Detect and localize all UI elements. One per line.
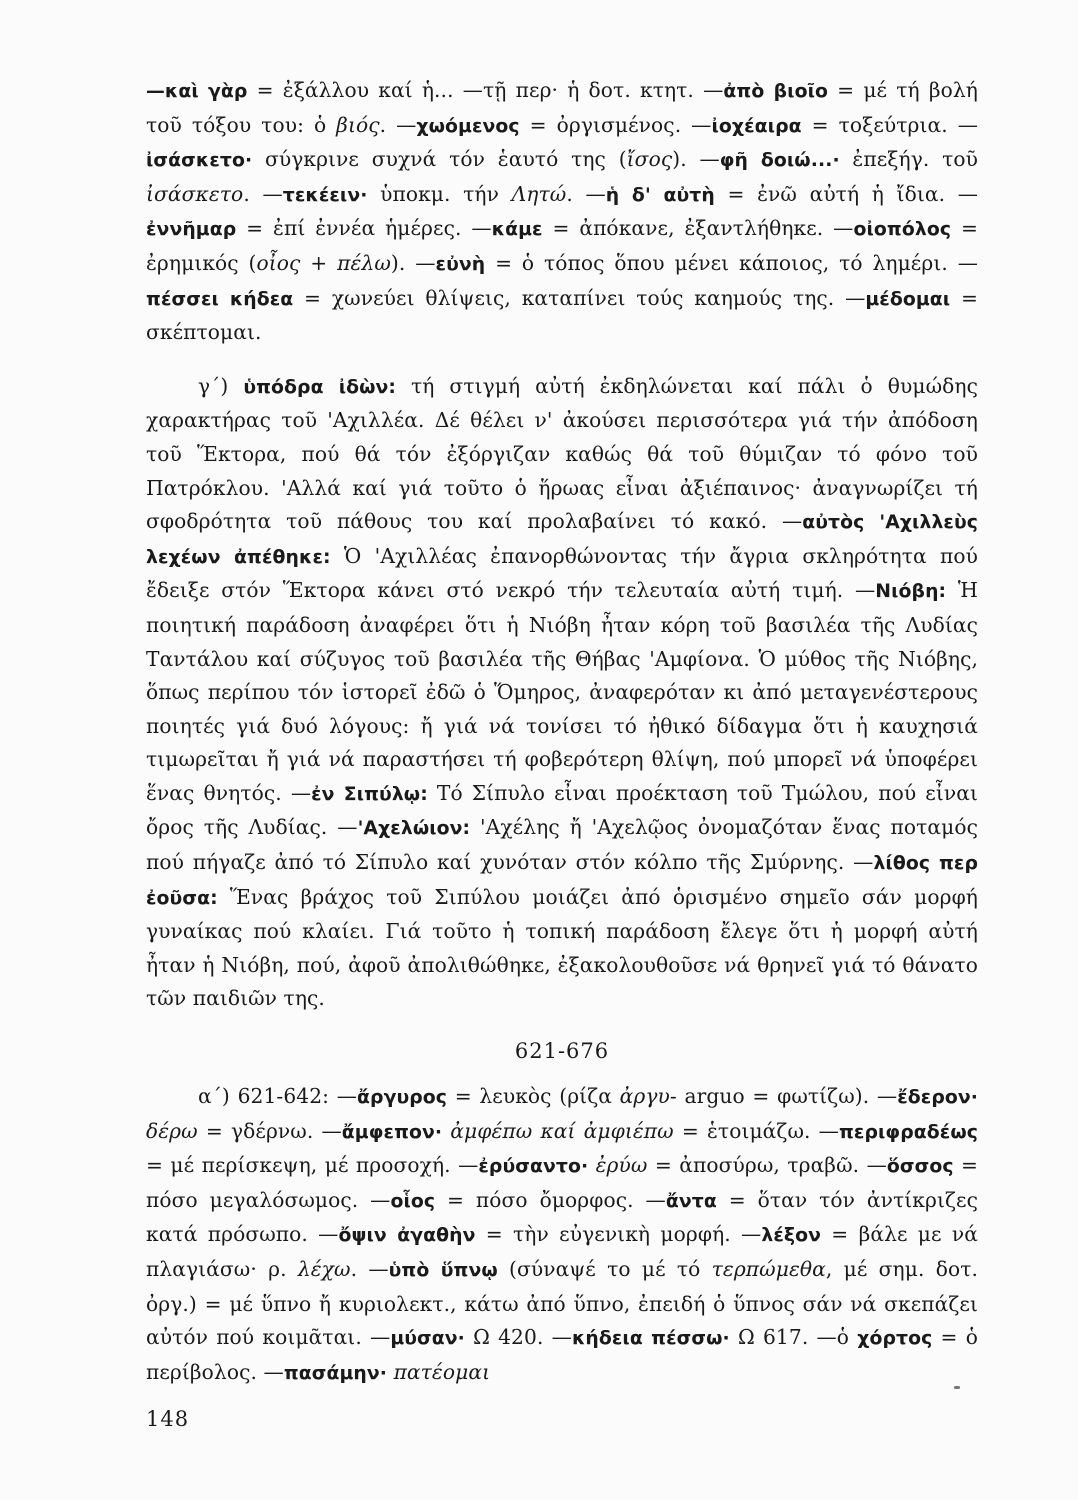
lemma-term: ὅσσος (886, 1156, 954, 1178)
text-run: Ἕνας βράχος τοῦ Σιπύλου μοιάζει ἀπό ὁρισμένο σημεῖο σάν μορφή γυναίκας πού κλαίει. Γιά τοῦτο ἡ τοπική παράδοση ἔλεγε ὅτι ἡ μορφή αὐτή ἦταν ἡ Νιόβη, πού, ἀφοῦ ἀπολιθώθηκε, ἐξακολουθοῦσε νά θρηνεῖ γιά τό θάνατο τῶν παιδιῶν της. (146, 884, 978, 1011)
italic-word: λέχω (297, 1257, 351, 1281)
page-body (146, 74, 978, 1390)
lemma-term: ὄψιν ἀγαθὴν (338, 1225, 476, 1247)
text-run: = πόσο μεγαλόσωμος. — (146, 1153, 978, 1212)
italic-word: πατέομαι (393, 1359, 491, 1384)
italic-word: ἰσάσκετο (146, 181, 244, 206)
italic-word: βιός (336, 112, 380, 137)
text-run: = μέ περίσκεψη, μέ προσοχή. — (146, 1153, 479, 1178)
lemma-term: ἰσάσκετο· (146, 150, 253, 172)
text-run: = τοξεύτρια. — (801, 112, 979, 137)
text-run: . — (243, 181, 283, 206)
text-run: 'Αχέλης ἤ 'Αχελῷος ὀνομαζόταν ἕνας ποταμός πού πήγαζε ἀπό τό Σίπυλο καί χυνόταν στόν κόλπο τῆς Σμύρνης. — (146, 815, 978, 875)
lemma-term: ἔδερον· (897, 1087, 979, 1109)
commentary-paragraph-gamma (146, 370, 978, 1016)
text-run: = λευκὸς (ρίζα (447, 1084, 620, 1109)
italic-word: Λητώ (511, 181, 567, 206)
text-run: = ὁ περίβολος. — (146, 1325, 978, 1384)
lemma-term: λίθος περ ἐοῦσα: (146, 853, 979, 909)
text-run: γ΄) (198, 373, 244, 398)
italic-word: δέρω (146, 1118, 198, 1143)
text-run: = ἑτοιμάζω. — (673, 1118, 839, 1143)
text-run: ). — (672, 147, 720, 172)
text-run: = μέ τή βολή τοῦ τόξου του: ὁ (146, 78, 978, 137)
lemma-term: ἐν Σιπύλῳ: (311, 783, 428, 805)
lemma-term: αὐτὸς 'Αχιλλεὺς λεχέων ἀπέθηκε: (146, 512, 978, 568)
lemma-term: χόρτος (857, 1328, 933, 1350)
text-run: . — (566, 181, 606, 206)
text-run: = ἀπόκανε, ἐξαντλήθηκε. — (542, 216, 854, 241)
lemma-term: ὑπὸ ὕπνῳ (388, 1260, 498, 1281)
lemma-term: ἄντα (665, 1190, 717, 1212)
lemma-term: μύσαν· (390, 1328, 465, 1350)
text-run (588, 1153, 595, 1177)
text-run: 621-676 (514, 1039, 610, 1064)
lemma-term: ἡ δ' αὐτὴ (605, 184, 715, 206)
text-run: Τό Σίπυλο εἶναι προέκταση τοῦ Τμώλου, πού εἶναι ὄρος τῆς Λυδίας. — (146, 780, 978, 840)
text-run: = γδέρνω. — (197, 1118, 342, 1143)
text-run: = ὁ τόπος ὅπου μένει κάποιος, τό λημέρι. — (485, 250, 978, 275)
text-run: = τὴν εὐγενικὴ μορφή. — (475, 1222, 762, 1247)
lemma-term: κήδεια πέσσω· (571, 1328, 730, 1350)
lemma-term: Νιόβη: (875, 581, 947, 603)
lemma-term: ἐννῆμαρ (146, 219, 237, 241)
italic-word: οἶος + πέλω (256, 250, 391, 275)
text-run: ὑποκμ. τήν (367, 181, 512, 206)
text-run: Ω 420. — (464, 1325, 572, 1350)
lemma-term: ἰοχέαιρα (711, 115, 802, 137)
lemma-term: περιφραδέως (838, 1121, 978, 1143)
lemma-term: κάμε (491, 219, 543, 241)
lemma-term: λέξον (761, 1225, 821, 1247)
text-run: Ἡ ποιητική παράδοση ἀναφέρει ὅτι ἡ Νιόβη ἦταν κόρη τοῦ βασιλέα τῆς Λυδίας Ταντάλου καί σύζυγος τοῦ βασιλέα τῆς Θήβας 'Αμφίονα. Ὁ μύθος τῆς Νιόβης, ὅπως περίπου τόν ἱστορεῖ ἐδῶ ὁ Ὅμηρος, ἀναφερόταν κι ἀπό μεταγενέστερους ποιητές γιά δυό λόγους: ἤ γιά νά τονίσει τό ἠθικό δίδαγμα ὅτι ἡ καυχησιά τιμωρεῖται ἤ γιά νά παραστήσει τή φοβερότερη θλίψη, πού μπορεῖ νά ὑποφέρει ἕνας θνητός. — (146, 578, 978, 805)
text-run: α΄) 621-642: — (198, 1084, 358, 1109)
text-run: Ὁ 'Αχιλλέας ἐπανορθώνοντας τήν ἄγρια σκληρότητα πού ἔδειξε στόν Ἕκτορα κάνει στό νεκρό τήν τελευταία αὐτή τιμή. — (146, 543, 978, 603)
lemma-term: χωόμενος (416, 115, 520, 137)
lemma-term: πασάμην· (283, 1362, 388, 1384)
text-run: . — (379, 112, 417, 137)
note-paragraph-glossary (146, 74, 978, 350)
text-run: = ἐξάλλου καί ἡ... — (247, 78, 484, 102)
lemma-term: ἐρύσαντο· (478, 1156, 589, 1178)
lemma-term: ὑπόδρα ἰδὼν: (243, 376, 397, 398)
commentary-paragraph-alpha (146, 1080, 978, 1390)
italic-word: ἐρύω (595, 1153, 648, 1178)
print-speck (954, 1386, 960, 1389)
lemma-term: πέσσει κήδεα (146, 288, 294, 310)
text-run: = ἀποσύρω, τραβῶ. — (647, 1153, 887, 1178)
text-run: = βάλε με νά πλαγιάσω· ρ. (146, 1222, 978, 1281)
lemma-term: εὐνὴ (435, 253, 486, 275)
lemma-term: οἷος (390, 1190, 436, 1212)
text-run: τή στιγμή αὐτή ἐκδηλώνεται καί πάλι ὁ θυμώδης χαρακτήρας τοῦ 'Αχιλλέα. Δέ θέλει ν' ἀκούσει περισσότερα γιά τήν ἀπόδοση τοῦ Ἕκτορα, πού θά τόν ἐξόργιζαν καθώς θά τοῦ θύμιζαν τό φόνο τοῦ Πατρόκλου. 'Αλλά καί γιά τοῦτο ὁ ἥρωας εἶναι ἀξιέπαινος· ἀναγνωρίζει τή σφοδρότητα τοῦ πάθους του καί προλαβαίνει τό κακό. — (146, 373, 979, 534)
text-run: ). — (390, 250, 436, 275)
italic-word: ἀμφέπω καί ἀμφιέπω (450, 1118, 674, 1143)
italic-word: ἴσος (626, 147, 673, 172)
text-run: σύγκρινε συχνά τόν ἑαυτό της ( (252, 147, 627, 172)
lemma-term: μέδομαι (865, 288, 951, 310)
italic-word: ἀργυ- (619, 1084, 677, 1109)
lemma-term: ἀπὸ βιοῖο (723, 81, 829, 102)
text-run: ἐπεξήγ. τοῦ (839, 147, 979, 172)
lemma-term: οἰοπόλος (853, 219, 952, 241)
text-run: = ἐνῶ αὐτή ἡ ἴδια. — (714, 181, 978, 206)
text-run: = χωνεύει θλίψεις, καταπίνει τούς καημούς της. — (293, 285, 866, 310)
text-run: . — (350, 1257, 389, 1281)
text-run: (σύναψέ το μέ τό (497, 1257, 712, 1281)
text-run: = σκέπτομαι. (146, 285, 978, 345)
lemma-term: φῆ δοιώ...· (719, 150, 840, 172)
page-number: 148 (146, 1407, 190, 1431)
text-run: = πόσο ὄμορφος. — (435, 1187, 666, 1212)
text-run: = ἐπί ἐννέα ἡμέρες. — (236, 216, 492, 241)
text-run: = ὅταν τόν ἀντίκριζες κατά πρόσωπο. — (146, 1187, 979, 1247)
text-run: = ἐρημικός ( (146, 216, 978, 275)
text-run: = ὀργισμένος. — (519, 112, 712, 137)
lemma-term: τεκέειν· (282, 184, 368, 206)
italic-word: τερπώμεθα (711, 1257, 826, 1281)
section-heading (146, 1034, 978, 1068)
lemma-term: ἄμφεπον· (341, 1121, 443, 1143)
lemma-term: 'Αχελώιον: (357, 818, 471, 840)
text-run: arguo = φωτίζω). — (676, 1084, 898, 1109)
text-run: , μέ σημ. δοτ. ὀργ.) = μέ ὕπνο ἤ κυριολεκτ., κάτω ἀπό ὕπνο, ἐπειδή ὁ ὕπνος σάν νά σκεπάζει αὐτόν πού κοιμᾶται. — (146, 1257, 979, 1350)
text-run: τῇ περ· ἡ δοτ. κτητ. — (483, 78, 724, 102)
lemma-term: —καὶ γὰρ (146, 81, 248, 102)
text-run: Ω 617. —ὁ (729, 1325, 858, 1350)
lemma-term: ἄργυρος (357, 1087, 448, 1109)
